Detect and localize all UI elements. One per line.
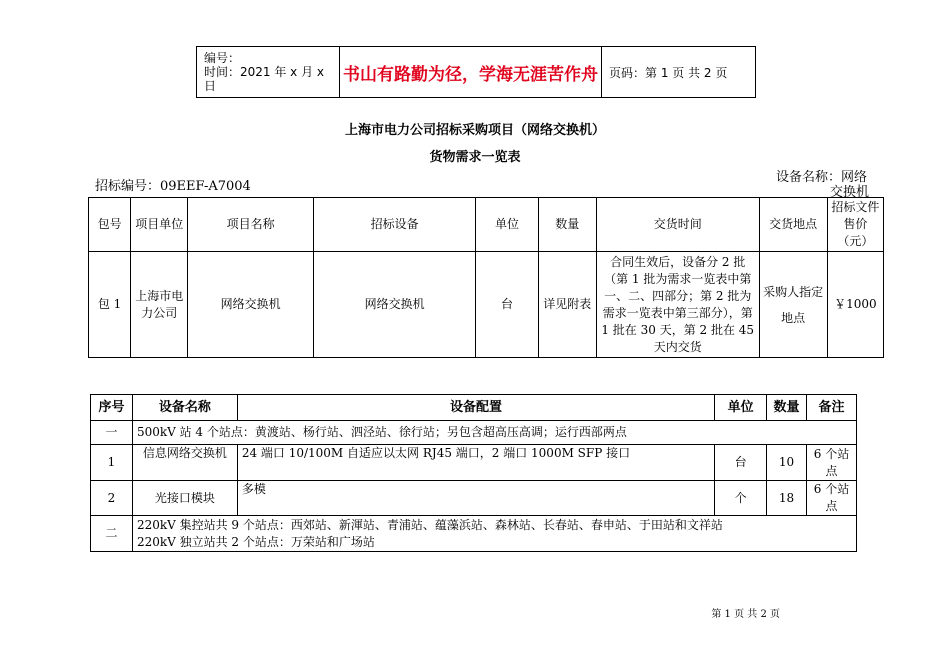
col-header: 序号: [91, 395, 133, 421]
section-description: [132, 516, 856, 552]
col-header: 招标设备: [313, 198, 476, 252]
col-header: 单位: [715, 395, 767, 421]
col-header: 备注: [807, 395, 857, 421]
col-header: 单位: [476, 198, 538, 252]
cell-equipment: 网络交换机: [313, 252, 476, 358]
document-header: [196, 46, 756, 98]
cell-package: 包 1: [89, 252, 131, 358]
col-header: 交货地点: [759, 198, 827, 252]
tender-number: 招标编号：09EEF-A7004: [95, 179, 251, 194]
equipment-name-line1: 设备名称：网络: [776, 170, 868, 185]
section-number: 一: [91, 421, 133, 445]
time-label: 时间：2021 年 x 月 x 日: [204, 65, 325, 93]
row-config: 24 端口 10/100M 自适应以太网 RJ45 端口，2 端口 1000M SFP 接口: [237, 445, 714, 481]
row-note: 6 个站点: [807, 481, 857, 516]
cell-project-unit: 上海市电力公司: [131, 252, 188, 358]
section-description: 500kV 站 4 个站点：黄渡站、杨行站、泗泾站、徐行站；另包含超高压高调；运行西部两点: [132, 421, 856, 445]
cell-price: ￥1000: [827, 252, 883, 358]
row-quantity: 18: [767, 481, 807, 516]
table-row: [91, 445, 857, 481]
col-header: 项目单位: [131, 198, 188, 252]
section-line: 220kV 独立站共 2 个站点：万荣站和广场站: [136, 534, 375, 549]
equipment-name-line2: 交换机: [830, 185, 870, 200]
procurement-table: [88, 197, 884, 358]
number-label: 编号：: [204, 51, 241, 65]
table-row: [91, 481, 857, 516]
table-header-row: [89, 198, 884, 252]
col-header: 包号: [89, 198, 131, 252]
header-meta: [197, 47, 340, 97]
row-number: 2: [91, 481, 133, 516]
page-footer: 第 1 页 共 2 页: [711, 609, 780, 620]
col-header: 项目名称: [188, 198, 313, 252]
motto: 书山有路勤为径，学海无涯苦作舟: [340, 47, 602, 97]
table-header-row: [91, 395, 857, 421]
col-header: 数量: [767, 395, 807, 421]
row-equipment-name: 光接口模块: [132, 481, 237, 516]
row-note: 6 个站点: [807, 445, 857, 481]
cell-delivery-place: 采购人指定地点: [759, 252, 827, 358]
doc-subtitle: 货物需求一览表: [429, 150, 521, 165]
col-header: 设备名称: [132, 395, 237, 421]
col-header: 招标文件售价（元）: [827, 198, 883, 252]
section-number: 二: [91, 516, 133, 552]
row-unit: 台: [715, 445, 767, 481]
cell-project-name: 网络交换机: [188, 252, 313, 358]
section-row: [91, 516, 857, 552]
doc-title: 上海市电力公司招标采购项目（网络交换机）: [344, 123, 605, 138]
table-row: [89, 252, 884, 358]
col-header: 数量: [538, 198, 596, 252]
row-equipment-name: 信息网络交换机: [132, 445, 237, 481]
row-config: 多模: [237, 481, 714, 516]
cell-delivery-time: 合同生效后，设备分 2 批（第 1 批为需求一览表中第一、二、四部分；第 2 批为需求一览表中第三部分），第 1 批在 30 天，第 2 批在 45 天内交货: [596, 252, 759, 358]
equipment-table: [90, 394, 857, 552]
row-number: 1: [91, 445, 133, 481]
page-indicator: 页码：第 1 页 共 2 页: [609, 65, 728, 80]
col-header: 交货时间: [596, 198, 759, 252]
section-line: 220kV 集控站共 9 个站点：西郊站、新渾站、青浦站、蕴藻浜站、森林站、长春站、春申站、于田站和文祥站: [136, 517, 723, 532]
cell-quantity: 详见附表: [538, 252, 596, 358]
row-unit: 个: [715, 481, 767, 516]
section-row: [91, 421, 857, 445]
col-header: 设备配置: [237, 395, 714, 421]
row-quantity: 10: [767, 445, 807, 481]
cell-unit: 台: [476, 252, 538, 358]
